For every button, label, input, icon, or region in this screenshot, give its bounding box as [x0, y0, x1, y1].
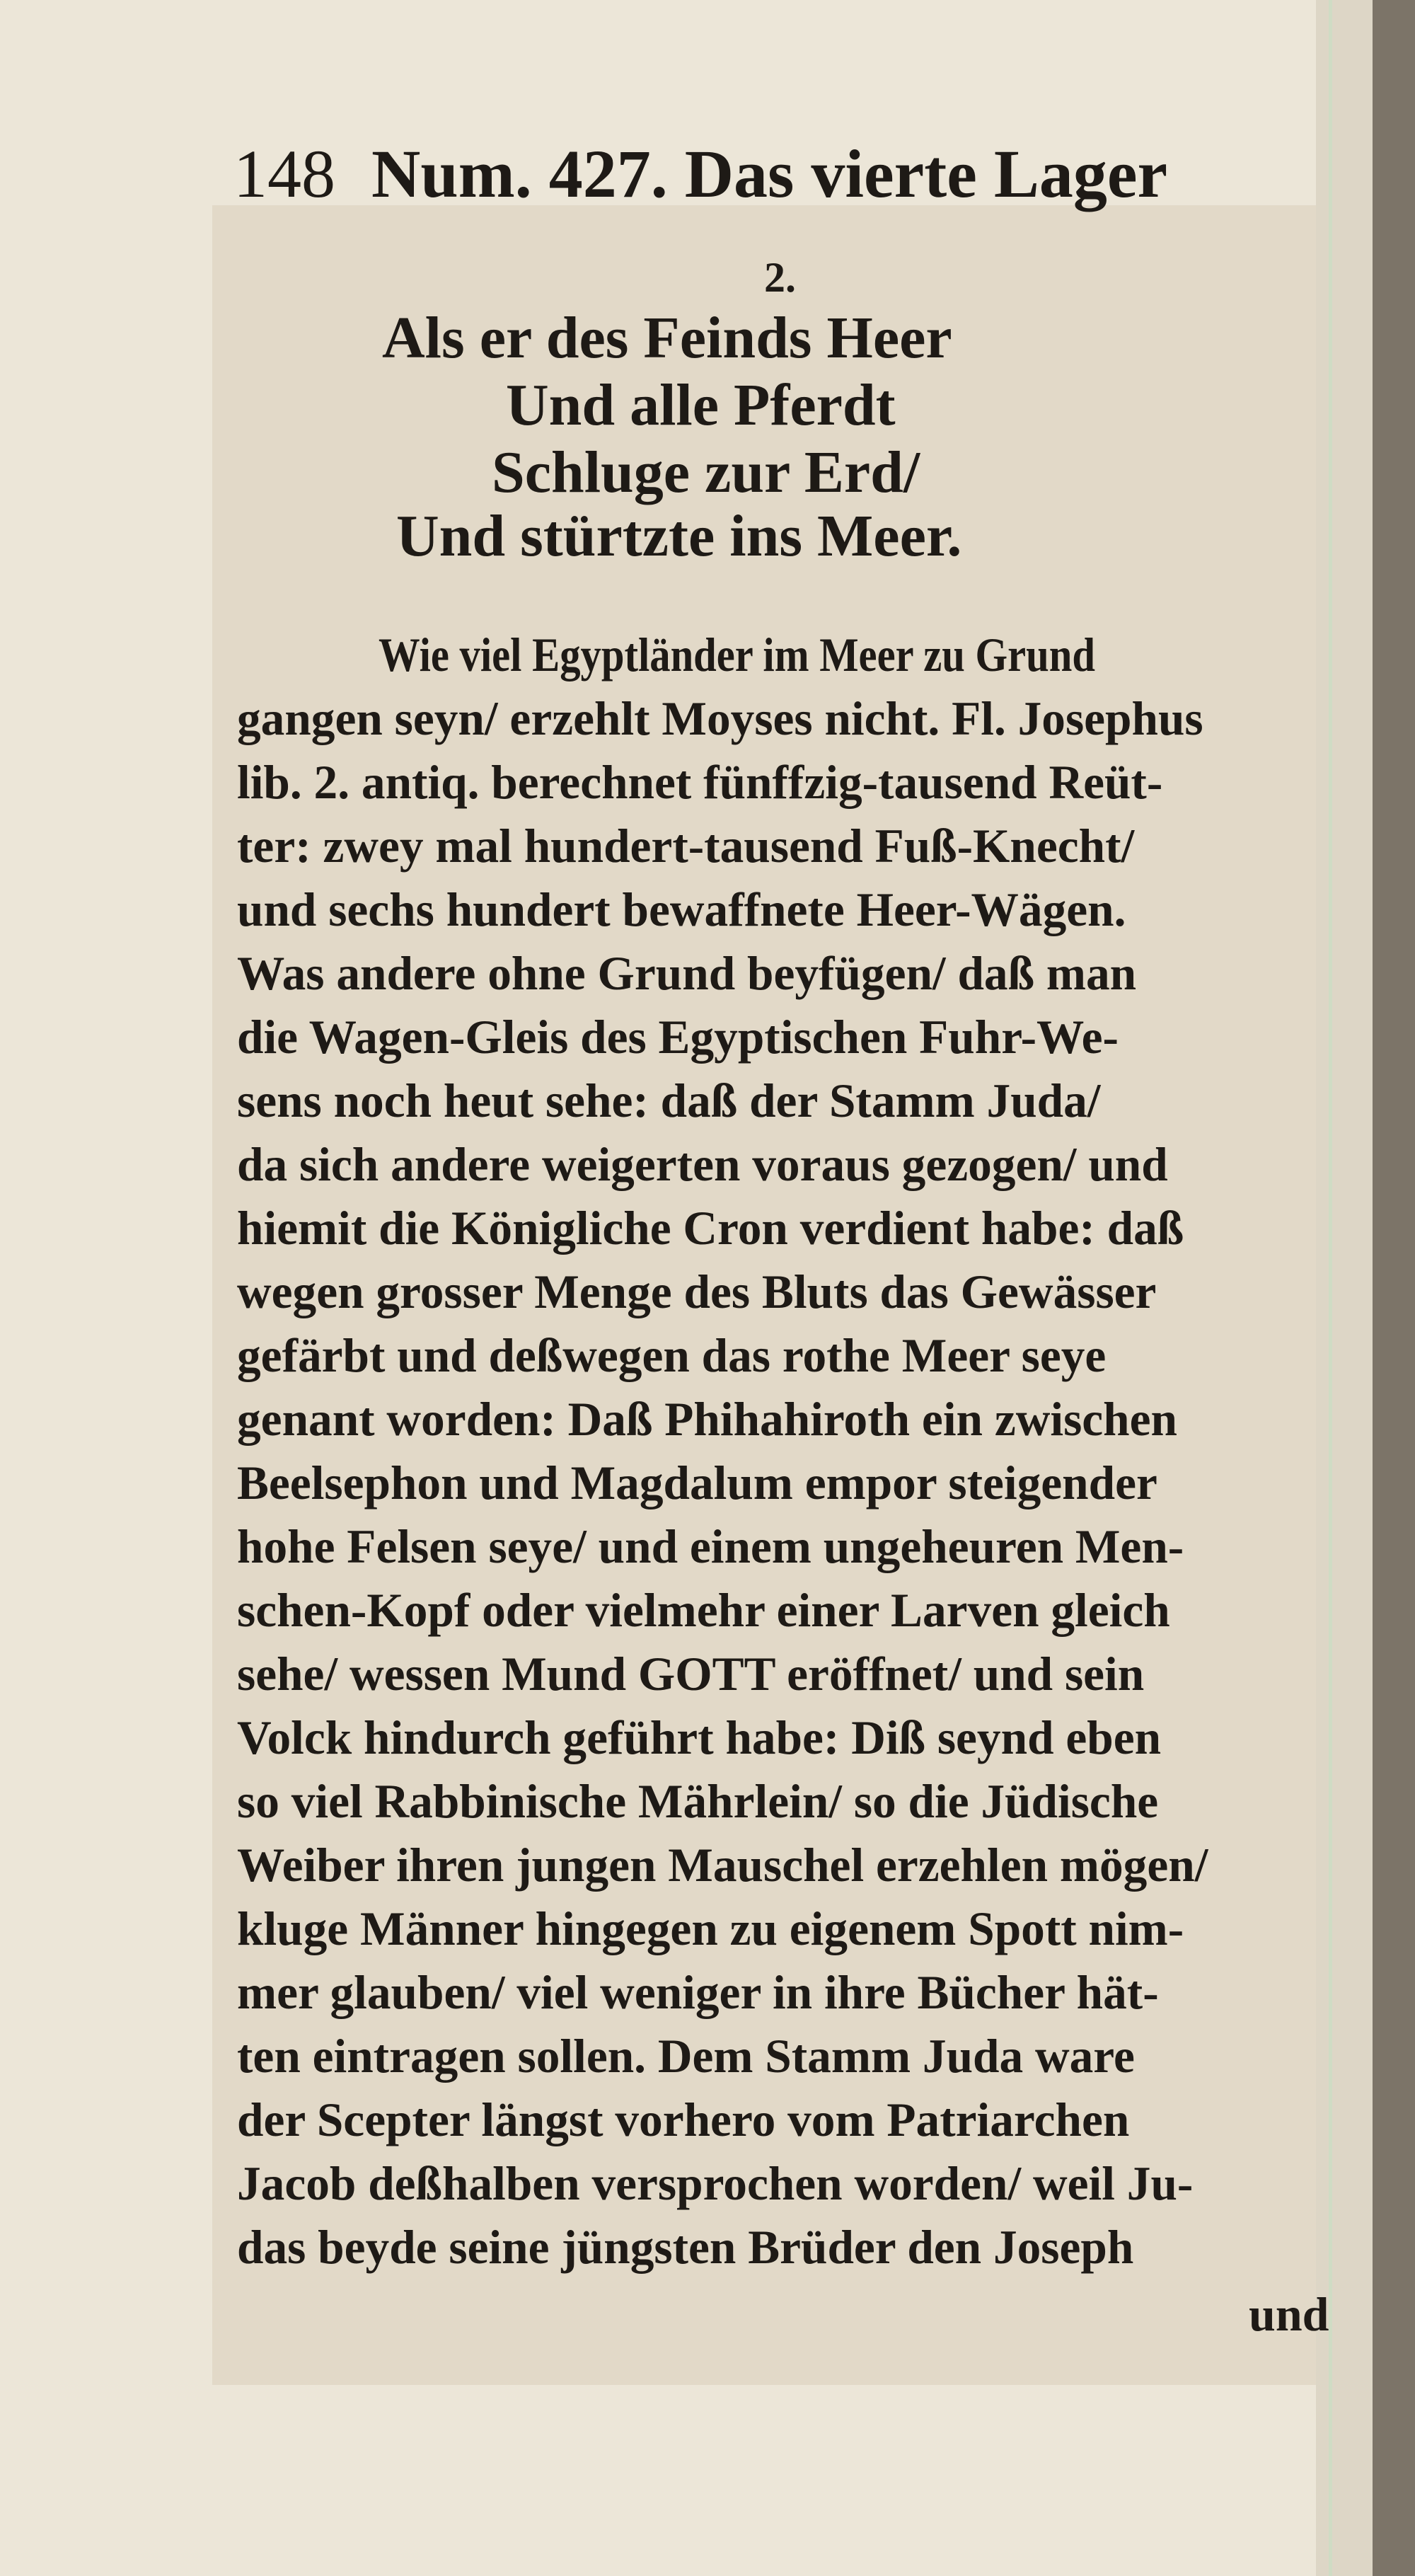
body-line: mer glauben/ viel weniger in ihre Bücher hät-: [237, 1965, 1159, 2019]
catchword: und: [1249, 2287, 1329, 2341]
body-line: Beelsephon und Magdalum empor steigender: [237, 1456, 1157, 1510]
body-line: Weiber ihren jungen Mauschel erzehlen mögen/: [237, 1838, 1208, 1892]
poem-line: Und alle Pferdt: [506, 372, 896, 438]
body-line: schen-Kopf oder vielmehr einer Larven gleich: [237, 1583, 1170, 1637]
body-line: lib. 2. antiq. berechnet fünffzig-tausend Reüt-: [237, 755, 1163, 809]
body-line: ten eintragen sollen. Dem Stamm Juda ware: [237, 2029, 1135, 2083]
stanza-number: 2.: [764, 254, 796, 301]
body-line: genant worden: Daß Phihahiroth ein zwischen: [237, 1392, 1177, 1446]
poem-line: Schluge zur Erd/: [492, 439, 920, 505]
body-line: ter: zwey mal hundert-tausend Fuß-Knecht/: [237, 819, 1135, 873]
poem-line: Und stürtzte ins Meer.: [396, 503, 962, 569]
book-edge: [1373, 0, 1415, 2576]
body-line: kluge Männer hingegen zu eigenem Spott nim-: [237, 1902, 1184, 1955]
body-line: wegen grosser Menge des Bluts das Gewässer: [237, 1265, 1157, 1318]
running-title: Num. 427. Das vierte Lager: [371, 136, 1168, 212]
body-line: und sechs hundert bewaffnete Heer-Wägen.: [237, 882, 1126, 936]
body-line: Jacob deßhalben versprochen worden/ weil Ju-: [237, 2156, 1194, 2210]
body-line: da sich andere weigerten voraus gezogen/ und: [237, 1137, 1168, 1191]
body-line: so viel Rabbinische Mährlein/ so die Jüdische: [237, 1774, 1159, 1828]
poem-line: Als er des Feinds Heer: [382, 305, 952, 371]
body-line: Wie viel Egyptländer im Meer zu Grund: [379, 628, 1095, 682]
body-line: Volck hindurch geführt habe: Diß seynd eben: [237, 1710, 1162, 1764]
body-line: der Scepter längst vorhero vom Patriarchen: [237, 2093, 1130, 2146]
body-line: Was andere ohne Grund beyfügen/ daß man: [237, 946, 1137, 1000]
body-line: hohe Felsen seye/ und einem ungeheuren Men-: [237, 1519, 1184, 1573]
page-number: 148: [233, 136, 335, 212]
page-header: [233, 127, 1252, 219]
body-line: hiemit die Königliche Cron verdient habe: daß: [237, 1201, 1184, 1255]
body-line: sehe/ wessen Mund GOTT eröffnet/ und sein: [237, 1647, 1145, 1701]
body-line: gangen seyn/ erzehlt Moyses nicht. Fl. Josephus: [237, 691, 1203, 745]
body-line: das beyde seine jüngsten Brüder den Joseph: [237, 2220, 1134, 2274]
body-line: die Wagen-Gleis des Egyptischen Fuhr-We-: [237, 1010, 1119, 1064]
body-line: gefärbt und deßwegen das rothe Meer seye: [237, 1328, 1107, 1382]
body-line: sens noch heut sehe: daß der Stamm Juda/: [237, 1074, 1101, 1127]
